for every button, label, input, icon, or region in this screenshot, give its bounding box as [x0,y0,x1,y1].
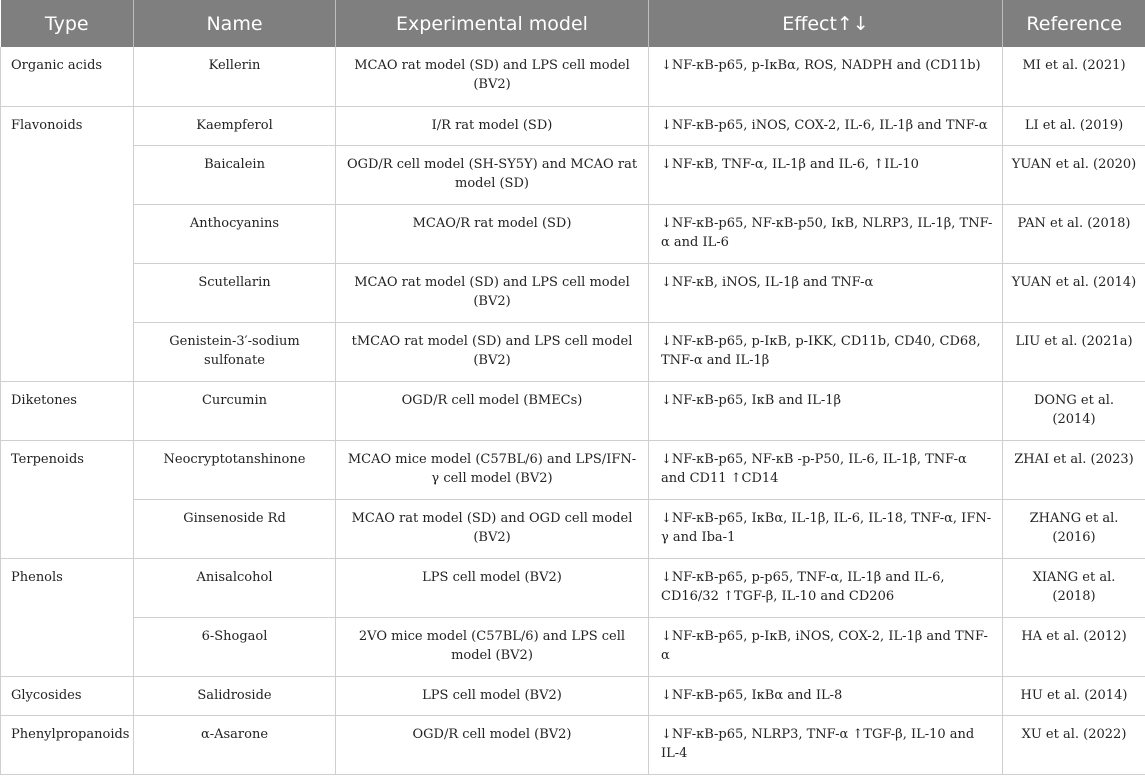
table-row [1,617,1145,676]
cell-reference: MI et al. (2021) [1003,47,1145,106]
table-row [1,715,1145,774]
cell-reference: LI et al. (2019) [1003,106,1145,145]
header-row [1,0,1145,47]
cell-type: Flavonoids [1,106,134,145]
cell-name: Kaempferol [134,106,336,145]
cell-reference: XIANG et al. (2018) [1003,558,1145,617]
header-reference: Reference [1003,0,1145,47]
cell-model: I/R rat model (SD) [336,106,649,145]
cell-effect: ↓NF-κB-p65, p-IκB, iNOS, COX-2, IL-1β and TNF-α [649,617,1003,676]
cell-type [1,617,134,676]
cell-type [1,263,134,322]
cell-type: Diketones [1,381,134,440]
cell-reference: XU et al. (2022) [1003,715,1145,774]
table-row [1,676,1145,715]
cell-name: Anthocyanins [134,204,336,263]
cell-effect: ↓NF-κB, TNF-α, IL-1β and IL-6, ↑IL-10 [649,145,1003,204]
cell-type: Glycosides [1,676,134,715]
cell-model: OGD/R cell model (SH-SY5Y) and MCAO rat model (SD) [336,145,649,204]
cell-reference: HU et al. (2014) [1003,676,1145,715]
cell-type: Terpenoids [1,440,134,499]
cell-model: MCAO rat model (SD) and LPS cell model (BV2) [336,47,649,106]
cell-reference: ZHAI et al. (2023) [1003,440,1145,499]
cell-type: Organic acids [1,47,134,106]
cell-name: Genistein-3′-sodium sulfonate [134,322,336,381]
cell-model: 2VO mice model (C57BL/6) and LPS cell model (BV2) [336,617,649,676]
cell-type [1,322,134,381]
cell-model: OGD/R cell model (BMECs) [336,381,649,440]
cell-name: Salidroside [134,676,336,715]
cell-type: Phenols [1,558,134,617]
header-effect: Effect↑↓ [649,0,1003,47]
cell-model: MCAO rat model (SD) and OGD cell model (BV2) [336,499,649,558]
cell-name: Kellerin [134,47,336,106]
cell-model: MCAO mice model (C57BL/6) and LPS/IFN-γ cell model (BV2) [336,440,649,499]
table-row [1,106,1145,145]
cell-effect: ↓NF-κB-p65, IκBα and IL-8 [649,676,1003,715]
cell-name: Scutellarin [134,263,336,322]
cell-model: OGD/R cell model (BV2) [336,715,649,774]
cell-type [1,145,134,204]
cell-effect: ↓NF-κB-p65, p-p65, TNF-α, IL-1β and IL-6, CD16/32 ↑TGF-β, IL-10 and CD206 [649,558,1003,617]
cell-type [1,499,134,558]
cell-reference: ZHANG et al. (2016) [1003,499,1145,558]
cell-name: 6-Shogaol [134,617,336,676]
cell-model: LPS cell model (BV2) [336,676,649,715]
cell-model: MCAO rat model (SD) and LPS cell model (BV2) [336,263,649,322]
table-row [1,322,1145,381]
cell-reference: YUAN et al. (2020) [1003,145,1145,204]
cell-reference: PAN et al. (2018) [1003,204,1145,263]
table-row [1,499,1145,558]
cell-type: Phenylpropanoids [1,715,134,774]
cell-name: Baicalein [134,145,336,204]
cell-effect: ↓NF-κB-p65, p-IκBα, ROS, NADPH and (CD11b) [649,47,1003,106]
cell-effect: ↓NF-κB-p65, NLRP3, TNF-α ↑TGF-β, IL-10 and IL-4 [649,715,1003,774]
table-row [1,47,1145,106]
table-row [1,381,1145,440]
header-name: Name [134,0,336,47]
cell-name: Anisalcohol [134,558,336,617]
table-row [1,263,1145,322]
cell-reference: YUAN et al. (2014) [1003,263,1145,322]
cell-reference: HA et al. (2012) [1003,617,1145,676]
cell-effect: ↓NF-κB-p65, p-IκB, p-IKK, CD11b, CD40, CD68, TNF-α and IL-1β [649,322,1003,381]
table-row [1,145,1145,204]
cell-effect: ↓NF-κB-p65, iNOS, COX-2, IL-6, IL-1β and TNF-α [649,106,1003,145]
cell-effect: ↓NF-κB-p65, NF-κB -p-P50, IL-6, IL-1β, TNF-α and CD11 ↑CD14 [649,440,1003,499]
cell-reference: LIU et al. (2021a) [1003,322,1145,381]
table-row [1,204,1145,263]
cell-model: LPS cell model (BV2) [336,558,649,617]
cell-name: Neocryptotanshinone [134,440,336,499]
header-experimental-model: Experimental model [336,0,649,47]
table-row [1,558,1145,617]
cell-model: MCAO/R rat model (SD) [336,204,649,263]
header-type: Type [1,0,134,47]
cell-effect: ↓NF-κB, iNOS, IL-1β and TNF-α [649,263,1003,322]
cell-name: Ginsenoside Rd [134,499,336,558]
cell-type [1,204,134,263]
cell-reference: DONG et al. (2014) [1003,381,1145,440]
cell-name: α-Asarone [134,715,336,774]
cell-name: Curcumin [134,381,336,440]
cell-effect: ↓NF-κB-p65, IκBα, IL-1β, IL-6, IL-18, TNF-α, IFN-γ and Iba-1 [649,499,1003,558]
cell-model: tMCAO rat model (SD) and LPS cell model (BV2) [336,322,649,381]
table-row [1,440,1145,499]
cell-effect: ↓NF-κB-p65, NF-κB-p50, IκB, NLRP3, IL-1β, TNF-α and IL-6 [649,204,1003,263]
cell-effect: ↓NF-κB-p65, IκB and IL-1β [649,381,1003,440]
